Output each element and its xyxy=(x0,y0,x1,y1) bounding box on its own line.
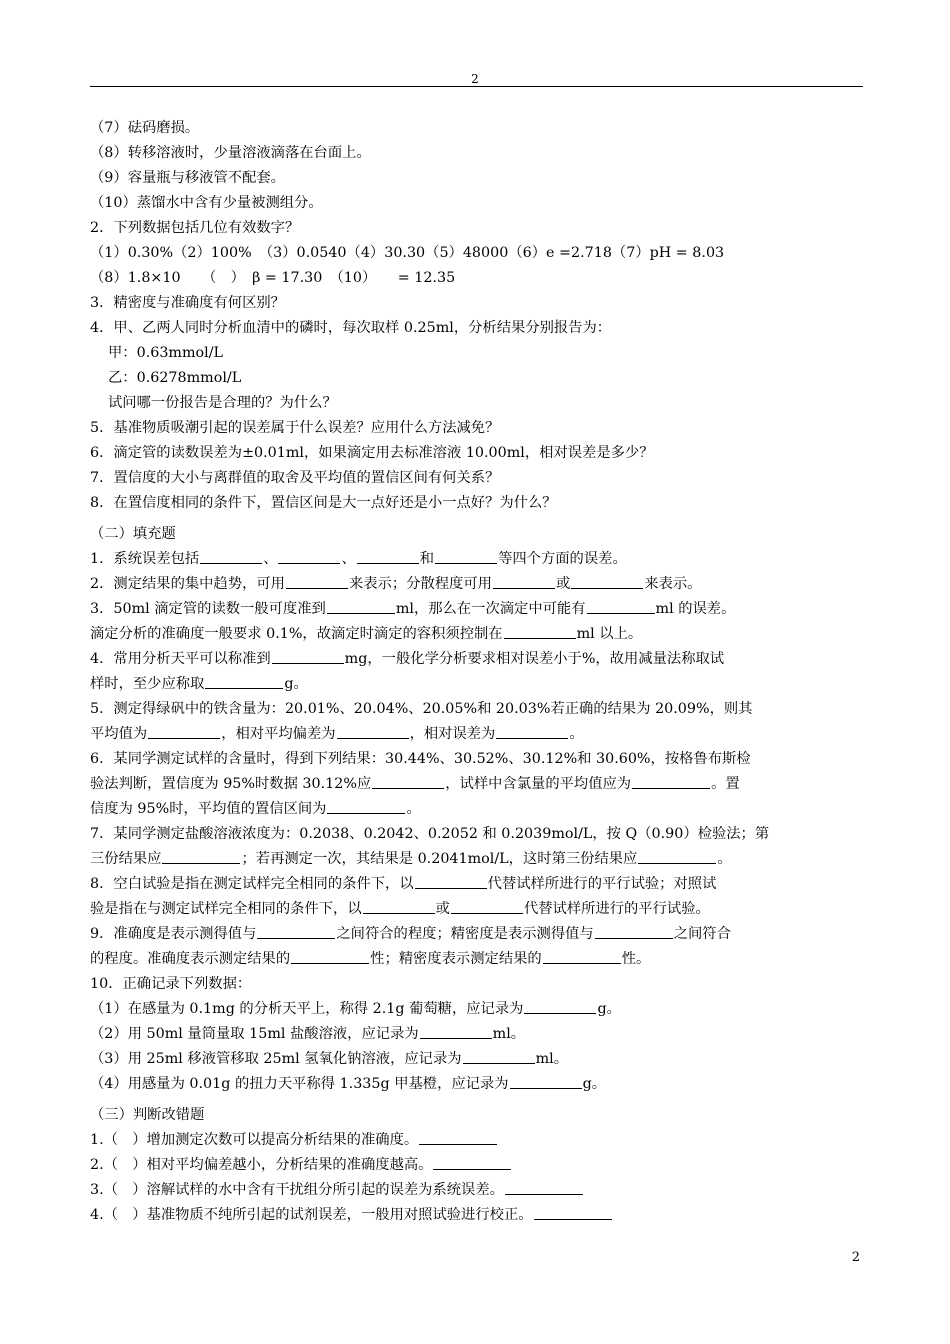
text-span: 滴定分析的准确度一般要求 0.1%，故滴定时滴定的容积须控制在 xyxy=(90,626,503,642)
answer-blank[interactable] xyxy=(505,1179,583,1195)
text-span: 9．准确度是表示测得值与 xyxy=(90,926,257,942)
text-span: 代替试样所进行的平行试验。 xyxy=(523,901,710,917)
text-span: 等四个方面的误差。 xyxy=(498,551,627,567)
answer-blank[interactable] xyxy=(148,723,220,739)
answer-blank[interactable] xyxy=(327,798,405,814)
fill-question xyxy=(90,647,814,672)
fill-question xyxy=(90,1047,814,1072)
text-span: 1．系统误差包括 xyxy=(90,551,200,567)
text-span: 2．测定结果的集中趋势，可用 xyxy=(90,576,285,592)
text-span: 2.（ ）相对平均偏差越小，分析结果的准确度越高。 xyxy=(90,1157,433,1173)
fill-question xyxy=(90,997,814,1022)
answer-blank[interactable] xyxy=(534,1204,612,1220)
text-span: 、 xyxy=(263,551,278,567)
text-span: ml 的误差。 xyxy=(655,601,736,617)
text-span: 1.（ ）增加测定次数可以提高分析结果的准确度。 xyxy=(90,1132,419,1148)
answer-blank[interactable] xyxy=(632,773,710,789)
text-span: ml。 xyxy=(492,1026,526,1042)
fill-question xyxy=(90,772,814,797)
answer-blank[interactable] xyxy=(278,548,340,564)
text-line: （8）转移溶液时，少量溶液滴落在台面上。 xyxy=(90,145,371,161)
fill-question xyxy=(90,597,814,622)
header-rule xyxy=(90,86,863,87)
fill-question xyxy=(90,572,814,597)
text-span: 8．空白试验是指在测定试样完全相同的条件下，以 xyxy=(90,876,414,892)
fill-question xyxy=(90,722,814,747)
fill-question xyxy=(90,672,814,697)
text-line: 乙：0.6278mmol/L xyxy=(108,370,242,386)
text-line: （7）砝码磨损。 xyxy=(90,120,200,136)
text-span: 。 xyxy=(569,726,584,742)
section-title: （二）填充题 xyxy=(90,526,176,542)
answer-blank[interactable] xyxy=(433,1154,511,1170)
text-span: ；若再测定一次，其结果是 0.2041mol/L，这时第三份结果应 xyxy=(241,851,638,867)
text-span: 、 xyxy=(341,551,356,567)
text-span: 代替试样所进行的平行试验；对照试 xyxy=(487,876,717,892)
question: 2．下列数据包括几位有效数字？ xyxy=(90,220,300,236)
text-span: 样时，至少应称取 xyxy=(90,676,205,692)
text-span: g。 xyxy=(597,1001,621,1017)
question: 3．精密度与准确度有何区别？ xyxy=(90,295,285,311)
question: 5．基准物质吸潮引起的误差属于什么误差？应用什么方法减免？ xyxy=(90,420,500,436)
section-title: （三）判断改错题 xyxy=(90,1107,205,1123)
question: 7．置信度的大小与离群值的取舍及平均值的置信区间有何关系？ xyxy=(90,470,500,486)
answer-blank[interactable] xyxy=(504,623,576,639)
footer-page-number: 2 xyxy=(851,1250,860,1265)
answer-blank[interactable] xyxy=(415,873,487,889)
text-span: 的程度。准确度表示测定结果的 xyxy=(90,951,291,967)
answer-blank[interactable] xyxy=(257,923,335,939)
answer-blank[interactable] xyxy=(463,1048,535,1064)
answer-blank[interactable] xyxy=(451,898,523,914)
header-page-number: 2 xyxy=(471,72,479,86)
answer-blank[interactable] xyxy=(543,948,621,964)
question: 8．在置信度相同的条件下，置信区间是大一点好还是小一点好？为什么？ xyxy=(90,495,557,511)
answer-blank[interactable] xyxy=(357,548,419,564)
text-span: ml。 xyxy=(535,1051,568,1067)
answer-blank[interactable] xyxy=(587,598,655,614)
fill-question xyxy=(90,547,814,572)
text-span: 性；精密度表示测定结果的 xyxy=(370,951,542,967)
text-line: （9）容量瓶与移液管不配套。 xyxy=(90,170,285,186)
answer-blank[interactable] xyxy=(571,573,643,589)
text-span: 平均值为 xyxy=(90,726,148,742)
judge-question xyxy=(90,1178,814,1203)
answer-blank[interactable] xyxy=(435,548,497,564)
text-span: 三份结果应 xyxy=(90,851,162,867)
text-span: 。 xyxy=(717,851,732,867)
answer-blank[interactable] xyxy=(337,723,409,739)
text-line: （1）0.30%（2）100% （3）0.0540（4）30.30（5）48000（6）e =2.718（7）pH = 8.03 xyxy=(90,245,725,261)
text-span: 3．50ml 滴定管的读数一般可度准到 xyxy=(90,601,326,617)
fill-question xyxy=(90,947,814,972)
text-span: 信度为 95%时，平均值的置信区间为 xyxy=(90,801,327,817)
fill-question xyxy=(90,1072,814,1097)
text-span: 来表示。 xyxy=(644,576,702,592)
text-line: （8）1.8×10 （ ） β = 17.30 （10） = 12.35 xyxy=(90,270,456,286)
text-span: （3）用 25ml 移液管移取 25ml 氢氧化钠溶液，应记录为 xyxy=(90,1051,462,1067)
fill-question xyxy=(90,622,814,647)
text-span: 之间符合的程度；精密度是表示测得值与 xyxy=(336,926,594,942)
text-span: 3.（ ）溶解试样的水中含有干扰组分所引起的误差为系统误差。 xyxy=(90,1182,504,1198)
answer-blank[interactable] xyxy=(420,1023,492,1039)
answer-blank[interactable] xyxy=(524,998,596,1014)
text-line: （10）蒸馏水中含有少量被测组分。 xyxy=(90,195,323,211)
text-span: 或 xyxy=(435,901,450,917)
text-span: ，相对平均偏差为 xyxy=(221,726,336,742)
text-span: （2）用 50ml 量筒量取 15ml 盐酸溶液，应记录为 xyxy=(90,1026,419,1042)
answer-blank[interactable] xyxy=(419,1129,497,1145)
answer-blank[interactable] xyxy=(205,673,283,689)
fill-question: 7．某同学测定盐酸溶液浓度为：0.2038、0.2042、0.2052 和 0.2039mol/L，按 Q（0.90）检验法；第 xyxy=(90,826,770,842)
judge-question xyxy=(90,1128,814,1153)
answer-blank[interactable] xyxy=(200,548,262,564)
text-span: ml，那么在一次滴定中可能有 xyxy=(395,601,586,617)
text-span: （1）在感量为 0.1mg 的分析天平上，称得 2.1g 葡萄糖，应记录为 xyxy=(90,1001,524,1017)
fill-question xyxy=(90,872,814,897)
answer-blank[interactable] xyxy=(638,848,716,864)
fill-question xyxy=(90,847,814,872)
question: 6．滴定管的读数误差为±0.01ml，如果滴定用去标准溶液 10.00ml，相对误差是多少？ xyxy=(90,445,654,461)
fill-question xyxy=(90,897,814,922)
text-span: 来表示；分散程度可用 xyxy=(348,576,492,592)
answer-blank[interactable] xyxy=(286,573,348,589)
text-span: mg，一般化学分析要求相对误差小于%，故用减量法称取试 xyxy=(344,651,725,667)
fill-question xyxy=(90,1022,814,1047)
text-span: 4．常用分析天平可以称准到 xyxy=(90,651,271,667)
fill-question: 10．正确记录下列数据： xyxy=(90,976,252,992)
answer-blank[interactable] xyxy=(493,573,555,589)
text-span: 性。 xyxy=(621,951,651,967)
text-span: ，相对误差为 xyxy=(409,726,496,742)
text-line: 甲：0.63mmol/L xyxy=(108,345,224,361)
text-span: （4）用感量为 0.01g 的扭力天平称得 1.335g 甲基橙，应记录为 xyxy=(90,1076,509,1092)
judge-question xyxy=(90,1203,814,1228)
text-span: g。 xyxy=(284,676,308,692)
text-span: ml 以上。 xyxy=(576,626,643,642)
text-span: ，试样中含氯量的平均值应为 xyxy=(445,776,632,792)
answer-blank[interactable] xyxy=(162,848,240,864)
text-span: 4.（ ）基准物质不纯所引起的试剂误差，一般用对照试验进行校正。 xyxy=(90,1207,533,1223)
text-span: g。 xyxy=(582,1076,607,1092)
text-span: 。 xyxy=(406,801,421,817)
fill-question xyxy=(90,922,814,947)
answer-blank[interactable] xyxy=(363,898,435,914)
fill-question: 6．某同学测定试样的含量时，得到下列结果：30.44%、30.52%、30.12%和 30.60%，按格鲁布斯检 xyxy=(90,751,751,767)
fill-question: 5．测定得绿矾中的铁含量为：20.01%、20.04%、20.05%和 20.03%若正确的结果为 20.09%，则其 xyxy=(90,701,753,717)
answer-blank[interactable] xyxy=(595,923,673,939)
text-line: 试问哪一份报告是合理的？为什么？ xyxy=(108,395,337,411)
answer-blank[interactable] xyxy=(272,648,344,664)
text-span: 或 xyxy=(555,576,571,592)
text-span: 和 xyxy=(419,551,435,567)
answer-blank[interactable] xyxy=(510,1073,582,1089)
text-span: 验法判断，置信度为 95%时数据 30.12%应 xyxy=(90,776,372,792)
text-span: 之间符合 xyxy=(673,926,731,942)
answer-blank[interactable] xyxy=(327,598,395,614)
text-span: 。置 xyxy=(711,776,740,792)
judge-question xyxy=(90,1153,814,1178)
answer-blank[interactable] xyxy=(496,723,568,739)
document-body xyxy=(90,116,814,1228)
fill-question xyxy=(90,797,814,822)
text-span: 验是指在与测定试样完全相同的条件下，以 xyxy=(90,901,362,917)
answer-blank[interactable] xyxy=(372,773,444,789)
answer-blank[interactable] xyxy=(291,948,369,964)
question: 4．甲、乙两人同时分析血清中的磷时，每次取样 0.25ml，分析结果分别报告为： xyxy=(90,320,612,336)
